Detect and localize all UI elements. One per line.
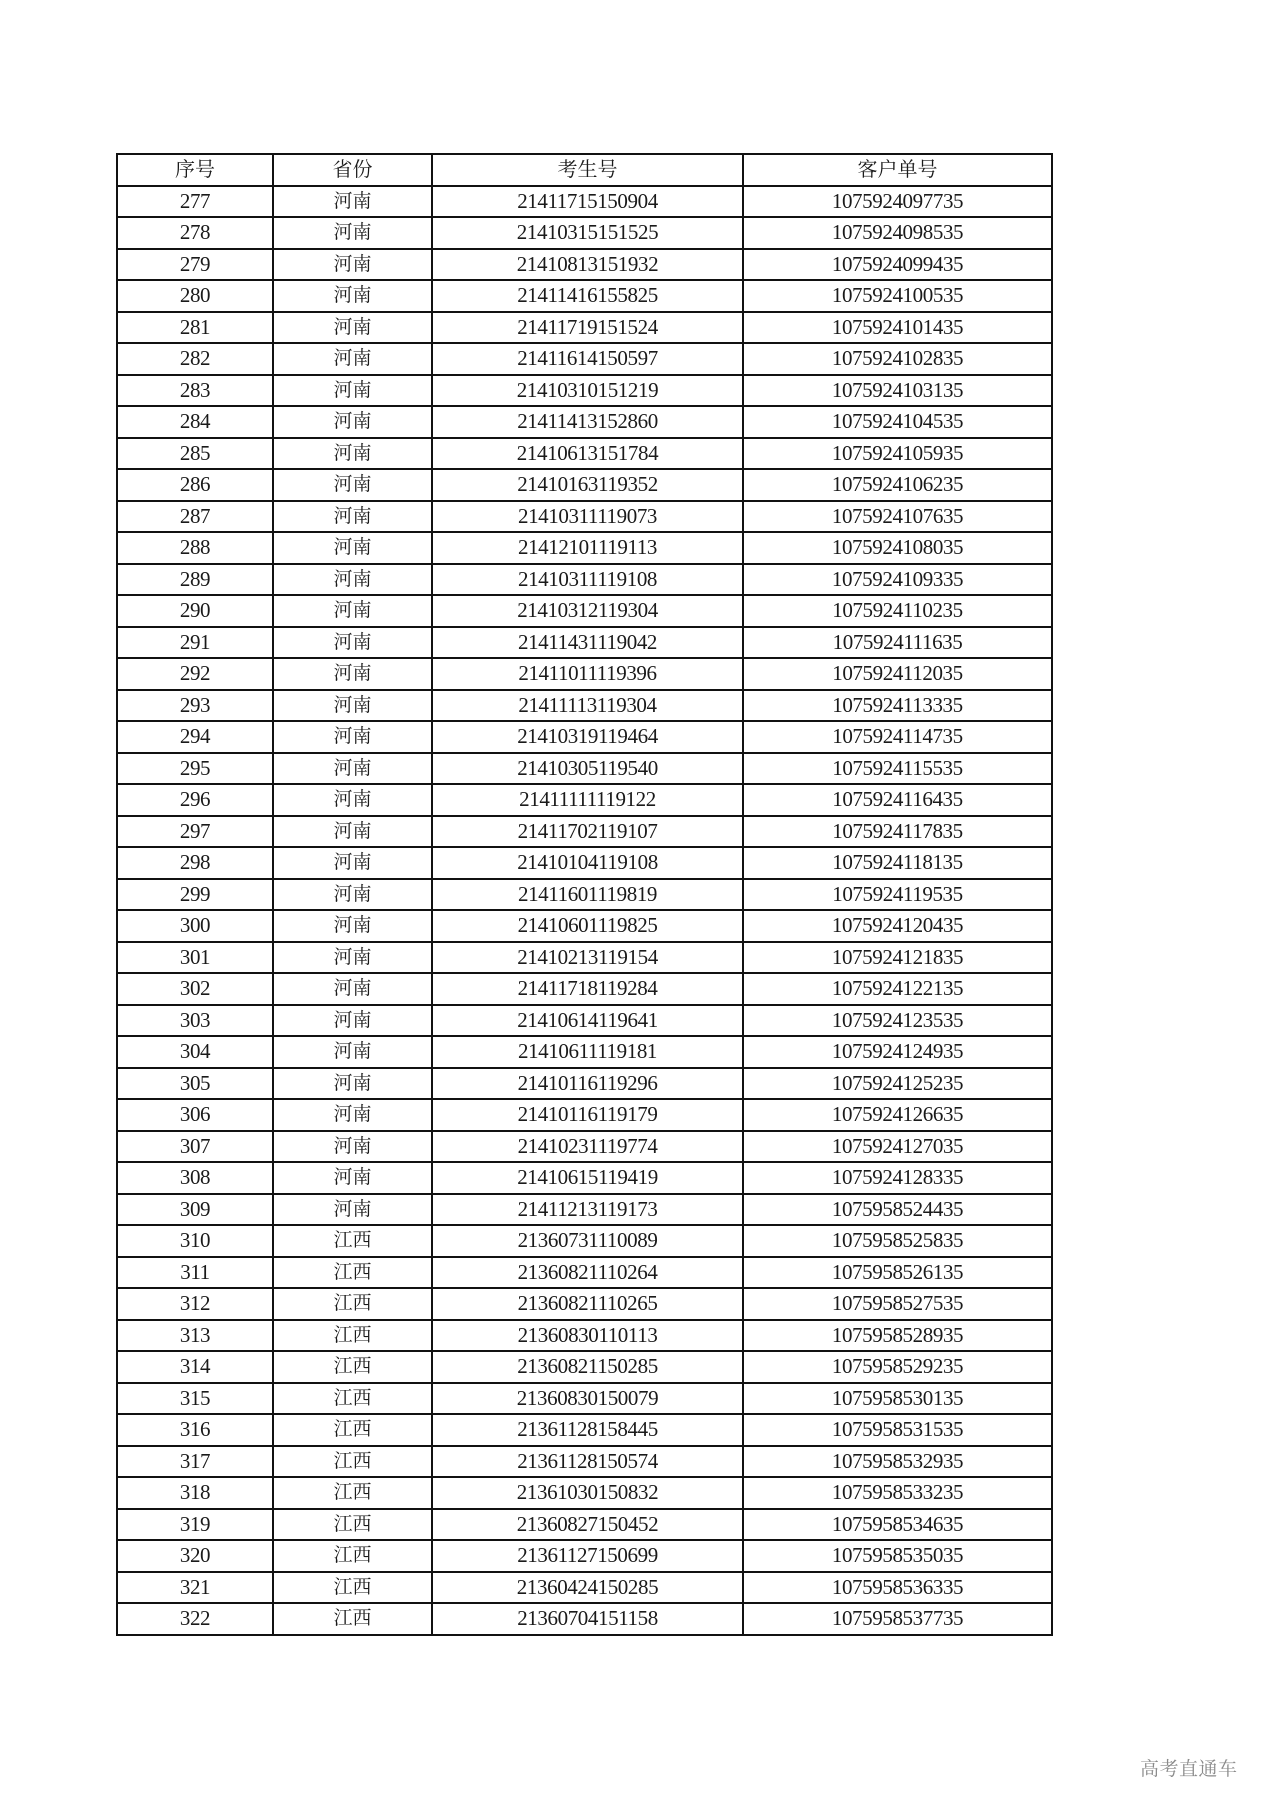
cell-order-number: 1075924100535 [743,280,1052,312]
table-row [117,1351,1052,1383]
cell-province: 河南 [273,1036,432,1068]
cell-exam-number: 21411601119819 [432,879,743,911]
table-row [117,784,1052,816]
table-row [117,1540,1052,1572]
table-row [117,595,1052,627]
cell-exam-number: 21410116119296 [432,1068,743,1100]
cell-exam-number: 21361128150574 [432,1446,743,1478]
cell-exam-number: 21410813151932 [432,249,743,281]
cell-province: 河南 [273,501,432,533]
cell-province: 江西 [273,1320,432,1352]
cell-province: 河南 [273,847,432,879]
cell-province: 河南 [273,627,432,659]
header-order-number: 客户单号 [743,154,1052,186]
cell-province: 河南 [273,217,432,249]
cell-province: 江西 [273,1509,432,1541]
cell-province: 河南 [273,1162,432,1194]
cell-province: 河南 [273,879,432,911]
table-row [117,690,1052,722]
cell-order-number: 1075924105935 [743,438,1052,470]
cell-order-number: 1075924099435 [743,249,1052,281]
cell-exam-number: 21360821150285 [432,1351,743,1383]
cell-seq: 277 [117,186,273,218]
table-row [117,1005,1052,1037]
cell-seq: 320 [117,1540,273,1572]
cell-exam-number: 21411213119173 [432,1194,743,1226]
cell-exam-number: 21410613151784 [432,438,743,470]
cell-exam-number: 21360731110089 [432,1225,743,1257]
cell-exam-number: 21410611119181 [432,1036,743,1068]
cell-seq: 281 [117,312,273,344]
cell-seq: 278 [117,217,273,249]
cell-seq: 308 [117,1162,273,1194]
cell-seq: 312 [117,1288,273,1320]
cell-order-number: 1075924110235 [743,595,1052,627]
table-row [117,438,1052,470]
table-row [117,280,1052,312]
cell-province: 江西 [273,1257,432,1289]
cell-seq: 318 [117,1477,273,1509]
cell-order-number: 1075924108035 [743,532,1052,564]
cell-order-number: 1075924123535 [743,1005,1052,1037]
cell-order-number: 1075924125235 [743,1068,1052,1100]
table-row [117,627,1052,659]
cell-order-number: 1075958528935 [743,1320,1052,1352]
cell-order-number: 1075924102835 [743,343,1052,375]
cell-seq: 286 [117,469,273,501]
cell-province: 河南 [273,1005,432,1037]
cell-province: 河南 [273,406,432,438]
cell-exam-number: 21410614119641 [432,1005,743,1037]
cell-seq: 285 [117,438,273,470]
cell-order-number: 1075958526135 [743,1257,1052,1289]
cell-seq: 315 [117,1383,273,1415]
cell-seq: 301 [117,942,273,974]
table-row [117,186,1052,218]
table-row [117,1320,1052,1352]
cell-province: 江西 [273,1446,432,1478]
table-row [117,564,1052,596]
cell-exam-number: 21411702119107 [432,816,743,848]
cell-province: 江西 [273,1383,432,1415]
table-row [117,847,1052,879]
cell-exam-number: 21360827150452 [432,1509,743,1541]
table-row [117,658,1052,690]
table-row [117,1225,1052,1257]
table-row [117,1477,1052,1509]
cell-exam-number: 21360704151158 [432,1603,743,1635]
table-row [117,753,1052,785]
cell-exam-number: 21410311119108 [432,564,743,596]
cell-province: 河南 [273,469,432,501]
cell-seq: 300 [117,910,273,942]
cell-seq: 290 [117,595,273,627]
cell-province: 河南 [273,564,432,596]
cell-order-number: 1075924098535 [743,217,1052,249]
cell-order-number: 1075924118135 [743,847,1052,879]
cell-province: 河南 [273,942,432,974]
cell-province: 河南 [273,658,432,690]
cell-province: 江西 [273,1477,432,1509]
cell-order-number: 1075924115535 [743,753,1052,785]
cell-province: 江西 [273,1288,432,1320]
cell-province: 河南 [273,1194,432,1226]
cell-seq: 288 [117,532,273,564]
table-row [117,501,1052,533]
table-row [117,1509,1052,1541]
cell-exam-number: 21411113119304 [432,690,743,722]
cell-seq: 294 [117,721,273,753]
roster-table [116,153,1053,1636]
cell-province: 江西 [273,1351,432,1383]
cell-seq: 303 [117,1005,273,1037]
cell-province: 河南 [273,1131,432,1163]
cell-seq: 307 [117,1131,273,1163]
cell-order-number: 1075958524435 [743,1194,1052,1226]
cell-seq: 311 [117,1257,273,1289]
cell-order-number: 1075958536335 [743,1572,1052,1604]
table-row [117,217,1052,249]
cell-exam-number: 21410312119304 [432,595,743,627]
cell-exam-number: 21361127150699 [432,1540,743,1572]
cell-order-number: 1075924112035 [743,658,1052,690]
table-row [117,1194,1052,1226]
table-row [117,406,1052,438]
cell-order-number: 1075924106235 [743,469,1052,501]
cell-seq: 304 [117,1036,273,1068]
cell-seq: 279 [117,249,273,281]
cell-seq: 306 [117,1099,273,1131]
cell-order-number: 1075924109335 [743,564,1052,596]
cell-exam-number: 21410315151525 [432,217,743,249]
cell-order-number: 1075924126635 [743,1099,1052,1131]
cell-order-number: 1075924119535 [743,879,1052,911]
cell-province: 河南 [273,973,432,1005]
cell-exam-number: 21411011119396 [432,658,743,690]
cell-seq: 314 [117,1351,273,1383]
cell-order-number: 1075924128335 [743,1162,1052,1194]
cell-exam-number: 21410601119825 [432,910,743,942]
cell-seq: 302 [117,973,273,1005]
cell-seq: 282 [117,343,273,375]
table-row [117,910,1052,942]
cell-order-number: 1075958531535 [743,1414,1052,1446]
table-row [117,942,1052,974]
cell-order-number: 1075924107635 [743,501,1052,533]
header-seq: 序号 [117,154,273,186]
table-row [117,469,1052,501]
cell-seq: 322 [117,1603,273,1635]
table-row [117,1603,1052,1635]
cell-seq: 284 [117,406,273,438]
cell-province: 江西 [273,1414,432,1446]
cell-seq: 299 [117,879,273,911]
cell-order-number: 1075958525835 [743,1225,1052,1257]
cell-exam-number: 21411416155825 [432,280,743,312]
cell-seq: 293 [117,690,273,722]
cell-seq: 313 [117,1320,273,1352]
cell-exam-number: 21410319119464 [432,721,743,753]
cell-seq: 321 [117,1572,273,1604]
table-row [117,1414,1052,1446]
cell-order-number: 1075924122135 [743,973,1052,1005]
cell-province: 河南 [273,1099,432,1131]
table-row [117,1131,1052,1163]
cell-seq: 287 [117,501,273,533]
cell-province: 河南 [273,816,432,848]
cell-order-number: 1075924113335 [743,690,1052,722]
cell-exam-number: 21411413152860 [432,406,743,438]
cell-province: 江西 [273,1225,432,1257]
cell-seq: 309 [117,1194,273,1226]
cell-exam-number: 21361030150832 [432,1477,743,1509]
cell-exam-number: 21410310151219 [432,375,743,407]
cell-province: 河南 [273,1068,432,1100]
header-province: 省份 [273,154,432,186]
cell-exam-number: 21360424150285 [432,1572,743,1604]
cell-province: 河南 [273,910,432,942]
cell-exam-number: 21410116119179 [432,1099,743,1131]
cell-province: 河南 [273,312,432,344]
cell-order-number: 1075958535035 [743,1540,1052,1572]
cell-exam-number: 21410231119774 [432,1131,743,1163]
table-header [117,154,1052,186]
cell-exam-number: 21360821110265 [432,1288,743,1320]
cell-exam-number: 21410615119419 [432,1162,743,1194]
cell-exam-number: 21412101119113 [432,532,743,564]
cell-province: 河南 [273,343,432,375]
table-row [117,1446,1052,1478]
cell-order-number: 1075924103135 [743,375,1052,407]
table-row [117,343,1052,375]
cell-province: 河南 [273,249,432,281]
table-row [117,1099,1052,1131]
cell-order-number: 1075924121835 [743,942,1052,974]
cell-order-number: 1075924114735 [743,721,1052,753]
table-row [117,249,1052,281]
cell-order-number: 1075924101435 [743,312,1052,344]
cell-order-number: 1075924124935 [743,1036,1052,1068]
cell-seq: 283 [117,375,273,407]
cell-seq: 316 [117,1414,273,1446]
cell-exam-number: 21361128158445 [432,1414,743,1446]
header-exam-number: 考生号 [432,154,743,186]
cell-exam-number: 21411715150904 [432,186,743,218]
table-row [117,1288,1052,1320]
table-row [117,1383,1052,1415]
cell-seq: 280 [117,280,273,312]
cell-seq: 305 [117,1068,273,1100]
cell-order-number: 1075958527535 [743,1288,1052,1320]
cell-seq: 310 [117,1225,273,1257]
cell-province: 河南 [273,438,432,470]
cell-order-number: 1075958534635 [743,1509,1052,1541]
cell-order-number: 1075924097735 [743,186,1052,218]
cell-province: 江西 [273,1540,432,1572]
cell-seq: 289 [117,564,273,596]
watermark: 高考直通车 [1140,1758,1238,1780]
cell-order-number: 1075924111635 [743,627,1052,659]
cell-exam-number: 21411718119284 [432,973,743,1005]
cell-seq: 291 [117,627,273,659]
cell-province: 河南 [273,532,432,564]
cell-seq: 295 [117,753,273,785]
table-body [117,186,1052,1635]
cell-seq: 292 [117,658,273,690]
cell-seq: 296 [117,784,273,816]
table-row [117,879,1052,911]
cell-exam-number: 21411431119042 [432,627,743,659]
cell-order-number: 1075958530135 [743,1383,1052,1415]
cell-exam-number: 21410163119352 [432,469,743,501]
cell-province: 河南 [273,280,432,312]
header-row [117,154,1052,186]
cell-exam-number: 21360830150079 [432,1383,743,1415]
table-row [117,375,1052,407]
table-row [117,816,1052,848]
cell-seq: 317 [117,1446,273,1478]
cell-exam-number: 21411111119122 [432,784,743,816]
cell-seq: 319 [117,1509,273,1541]
table-row [117,973,1052,1005]
table-row [117,1068,1052,1100]
table-row [117,312,1052,344]
cell-seq: 298 [117,847,273,879]
cell-province: 河南 [273,375,432,407]
table-row [117,1036,1052,1068]
cell-order-number: 1075924127035 [743,1131,1052,1163]
cell-province: 江西 [273,1572,432,1604]
cell-order-number: 1075924116435 [743,784,1052,816]
cell-province: 河南 [273,690,432,722]
cell-province: 河南 [273,186,432,218]
cell-exam-number: 21410104119108 [432,847,743,879]
cell-exam-number: 21410305119540 [432,753,743,785]
cell-order-number: 1075924117835 [743,816,1052,848]
cell-province: 河南 [273,721,432,753]
cell-province: 河南 [273,753,432,785]
cell-seq: 297 [117,816,273,848]
cell-order-number: 1075924104535 [743,406,1052,438]
cell-exam-number: 21410213119154 [432,942,743,974]
cell-order-number: 1075924120435 [743,910,1052,942]
cell-order-number: 1075958532935 [743,1446,1052,1478]
table-row [117,1257,1052,1289]
cell-exam-number: 21360830110113 [432,1320,743,1352]
cell-province: 河南 [273,784,432,816]
cell-province: 河南 [273,595,432,627]
cell-exam-number: 21411719151524 [432,312,743,344]
table-row [117,1572,1052,1604]
table-row [117,532,1052,564]
table-row [117,721,1052,753]
table-row [117,1162,1052,1194]
cell-order-number: 1075958529235 [743,1351,1052,1383]
cell-order-number: 1075958537735 [743,1603,1052,1635]
cell-exam-number: 21410311119073 [432,501,743,533]
cell-exam-number: 21360821110264 [432,1257,743,1289]
cell-order-number: 1075958533235 [743,1477,1052,1509]
cell-exam-number: 21411614150597 [432,343,743,375]
cell-province: 江西 [273,1603,432,1635]
